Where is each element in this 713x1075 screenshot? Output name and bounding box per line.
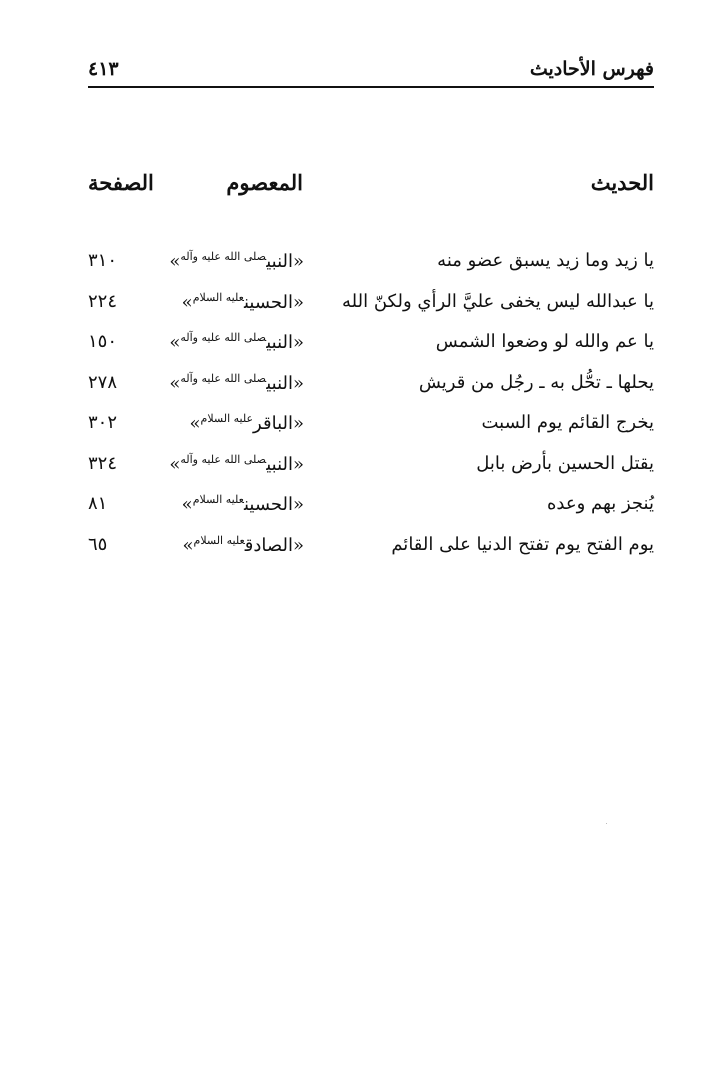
masum-label: النبي — [266, 332, 293, 353]
honorific: صلى الله عليه وآله — [180, 452, 267, 466]
table-row — [88, 489, 654, 530]
hadith-text: يا عم والله لو وضعوا الشمس — [435, 331, 654, 352]
hadith-text: يخرج القائم يوم السبت — [481, 412, 654, 433]
hadith-text: يا زيد وما زيد يسبق عضو منه — [437, 250, 654, 271]
honorific: صلى الله عليه وآله — [180, 250, 267, 263]
masum-label: النبي — [266, 453, 293, 475]
honorific: عليه السلام — [200, 412, 254, 425]
paper-speck — [606, 823, 607, 824]
hadith-text: يا عبدالله ليس يخفى عليَّ الرأي ولكنّ الله — [342, 290, 654, 312]
page-ref: ٣٠٢ — [88, 412, 118, 433]
page-ref: ٨١ — [88, 493, 108, 514]
table-row — [88, 327, 654, 368]
table-row — [88, 368, 654, 409]
masum-name: «النبي$^{صلى الله عليه وآله}$» — [169, 371, 304, 394]
header-rule — [88, 86, 654, 88]
masum-label: الحسين — [243, 291, 293, 313]
table-row — [88, 449, 654, 490]
masum-label: النبي — [266, 251, 293, 272]
hadith-text: يُنجز بهم وعده — [546, 493, 654, 514]
honorific: صلى الله عليه وآله — [180, 331, 267, 344]
masum-name: «الباقر$^{عليه السلام}$» — [189, 412, 304, 434]
page-ref: ٣٢٤ — [88, 452, 118, 474]
honorific: عليه السلام — [192, 290, 244, 304]
table-row — [88, 246, 654, 287]
masum-name: «الحسين$^{عليه السلام}$» — [181, 493, 304, 515]
table-row — [88, 408, 654, 449]
honorific: عليه السلام — [193, 533, 245, 547]
hadith-text: يقتل الحسين بأرض بابل — [476, 452, 654, 474]
page-ref: ٣١٠ — [88, 250, 118, 271]
honorific: صلى الله عليه وآله — [180, 371, 267, 385]
masum-name: «النبي$^{صلى الله عليه وآله}$» — [169, 331, 304, 353]
masum-label: الحسين — [243, 494, 293, 515]
masum-name: «الحسين$^{عليه السلام}$» — [181, 290, 304, 313]
masum-label: الباقر — [253, 413, 293, 434]
page-ref: ٢٧٨ — [88, 371, 118, 393]
honorific: عليه السلام — [192, 493, 244, 506]
table-row — [88, 287, 654, 328]
hadith-text: يوم الفتح يوم تفتح الدنيا على القائم — [391, 533, 654, 555]
page-ref: ٦٥ — [88, 533, 108, 555]
masum-name: «النبي$^{صلى الله عليه وآله}$» — [169, 452, 304, 475]
page-ref: ١٥٠ — [88, 331, 118, 352]
masum-label: الصادق — [244, 534, 293, 556]
running-header — [88, 52, 654, 88]
masum-label: النبي — [266, 372, 293, 394]
hadith-text: يحلها ـ تحُّل به ـ رجُل من قريش — [418, 371, 654, 393]
masum-name: «النبي$^{صلى الله عليه وآله}$» — [169, 250, 304, 272]
page-ref: ٢٢٤ — [88, 290, 118, 312]
running-title: فهرس الأحاديث — [529, 58, 654, 80]
column-header-page: الصفحة — [88, 170, 154, 195]
hadith-index-table — [88, 246, 654, 570]
page-number: ٤١٣ — [88, 58, 119, 80]
table-row — [88, 530, 654, 571]
column-header-hadith: الحديث — [590, 170, 654, 195]
masum-name: «الصادق$^{عليه السلام}$» — [182, 533, 304, 556]
column-header-masum: المعصوم — [226, 170, 303, 195]
